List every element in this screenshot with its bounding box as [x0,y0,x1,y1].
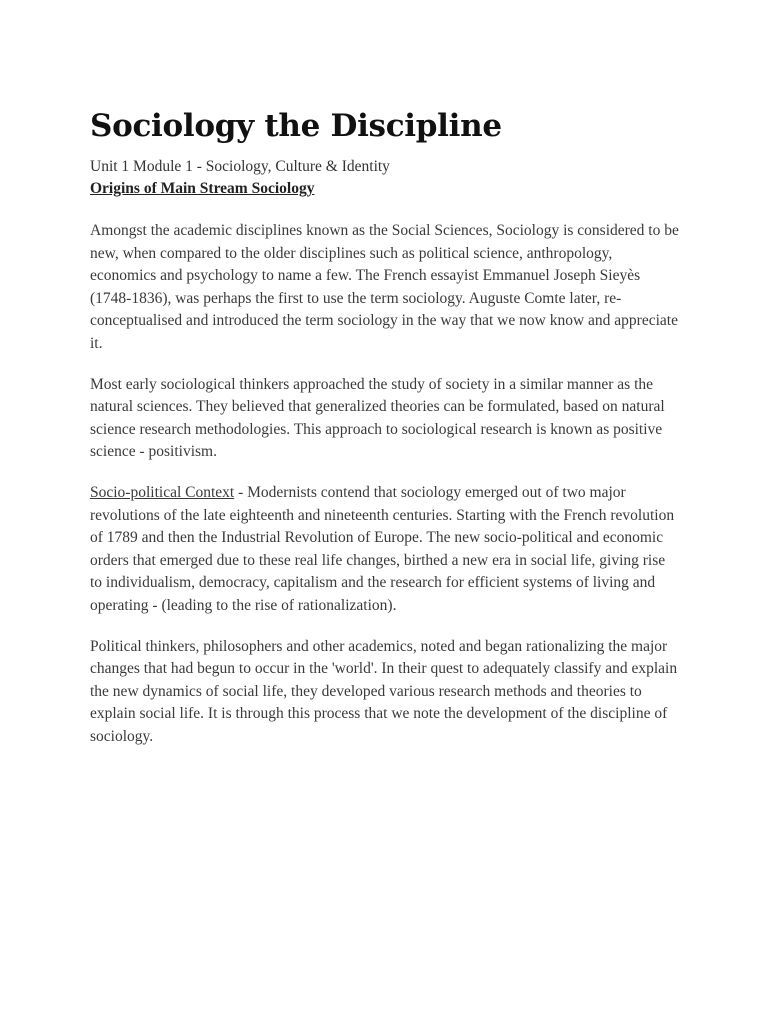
paragraph-text: Most early sociological thinkers approached the study of society in a similar manner as the natural sciences. They believed that generalized theories can be formulated, based on natural science research methodologies. This approach to sociological research is known as positive science - positivism. [90,375,665,461]
paragraph-text: - Modernists contend that sociology emerged out of two major revolutions of the late eighteenth and nineteenth centuries. Starting with the French revolution of 1789 and then the Industrial Revolution of Europe. The new socio-political and economic orders that emerged due to these real life changes, birthed a new era in social life, giving rise to individualism, democracy, capitalism and the research for efficient systems of living and operating - (leading to the rise of rationalization). [90,483,675,614]
page-title: Sociology the Discipline [90,108,502,144]
paragraph-socio-political [90,482,680,618]
paragraph-development [90,636,680,749]
paragraph-text: Amongst the academic disciplines known as the Social Sciences, Sociology is considered to be new, when compared to the older disciplines such as political science, anthropology, economics and psychology to name a few. The French essayist Emmanuel Joseph Sieyès (1748-1836), was perhaps the first to use the term sociology. Auguste Comte later, re-conceptualised and introduced the term sociology in the way that we now know and appreciate it. [90,222,679,352]
socio-political-context-term: Socio-political Context [90,483,235,501]
unit-subtitle: Unit 1 Module 1 - Sociology, Culture & Identity [90,158,390,175]
paragraph-text: Political thinkers, philosophers and other academics, noted and began rationalizing the major changes that had begun to occur in the 'world'. In their quest to adequately classify and explain the new dynamics of social life, they developed various research methods and theories to explain social life. It is through this process that we note the development of the discipline of sociology. [90,637,678,745]
paragraph-positivism [90,374,680,464]
paragraph-intro [90,220,680,356]
section-heading: Origins of Main Stream Sociology [90,180,315,197]
document-page [90,104,680,766]
